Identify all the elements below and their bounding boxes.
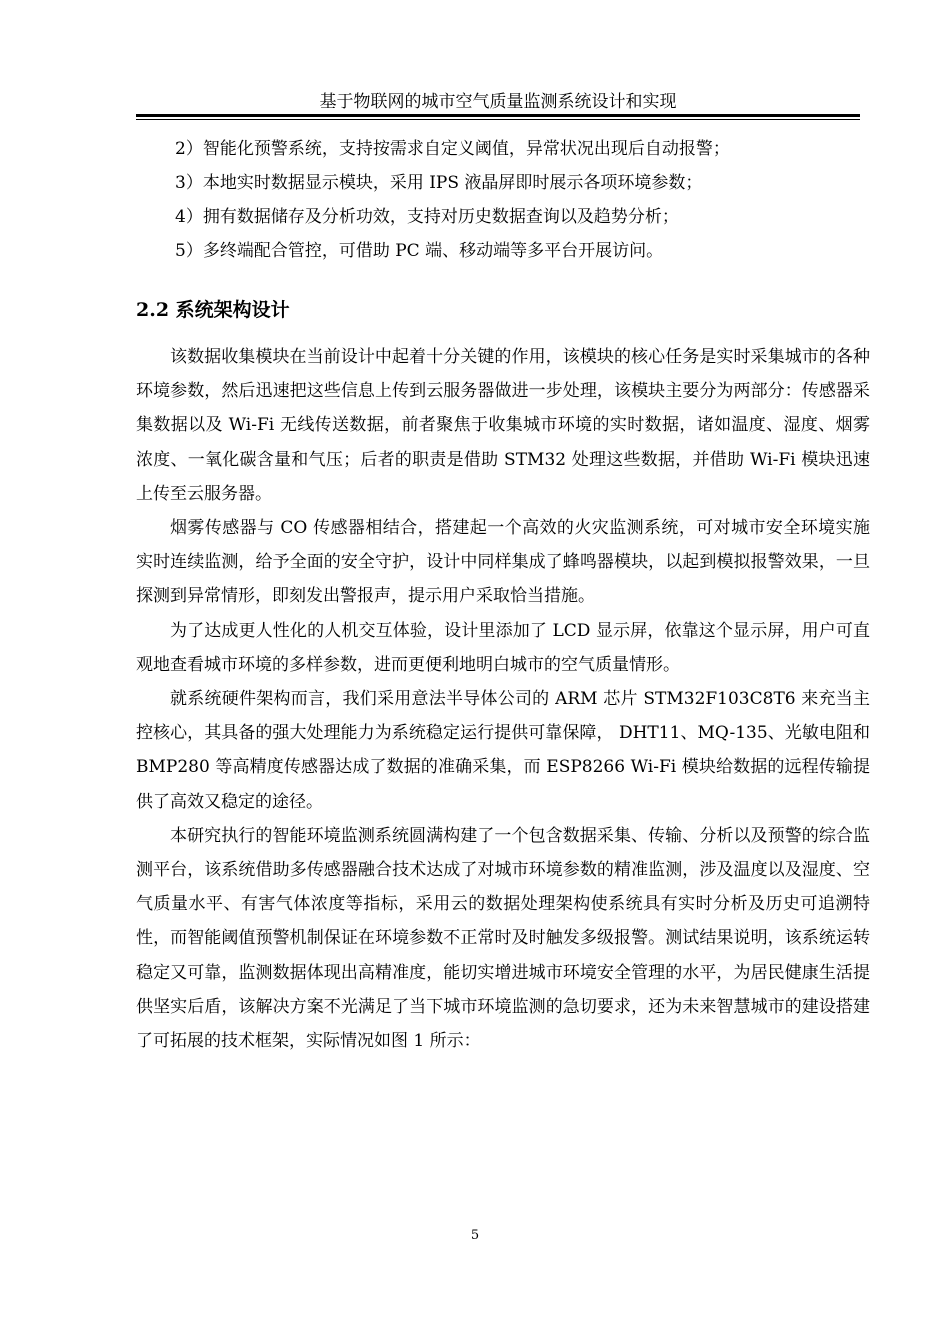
list-item: 4）拥有数据储存及分析功效，支持对历史数据查询以及趋势分析；	[175, 207, 679, 227]
paragraph: 该数据收集模块在当前设计中起着十分关键的作用，该模块的核心任务是实时采集城市的各种环境参数，然后迅速把这些信息上传到云服务器做进一步处理，该模块主要分为两部分：传感器采集数据以及 Wi-Fi 无线传送数据，前者聚焦于收集城市环境的实时数据，诸如温度、湿度、烟雾浓度、一氧化碳含量和气压；后者的职责是借助 STM32 处理这些数据，并借助 Wi-Fi 模块迅速上传至云服务器。	[136, 347, 870, 504]
running-header-title: 基于物联网的城市空气质量监测系统设计和实现	[319, 92, 677, 112]
header-rule-thick	[136, 114, 860, 117]
list-item: 2）智能化预警系统，支持按需求自定义阈值，异常状况出现后自动报警；	[175, 139, 730, 159]
list-item: 3）本地实时数据显示模块，采用 IPS 液晶屏即时展示各项环境参数；	[175, 173, 703, 193]
section-heading: 2.2 系统架构设计	[136, 299, 290, 321]
section-body	[136, 340, 870, 1058]
header-rule-thin	[136, 119, 860, 120]
paragraph: 本研究执行的智能环境监测系统圆满构建了一个包含数据采集、传输、分析以及预警的综合监测平台，该系统借助多传感器融合技术达成了对城市环境参数的精准监测，涉及温度以及湿度、空气质量水平、有害气体浓度等指标，采用云的数据处理架构使系统具有实时分析及历史可追溯特性，而智能阈值预警机制保证在环境参数不正常时及时触发多级报警。测试结果说明，该系统运转稳定又可靠，监测数据体现出高精准度，能切实增进城市环境安全管理的水平，为居民健康生活提供坚实后盾，该解决方案不光满足了当下城市环境监测的急切要求，还为未来智慧城市的建设搭建了可拓展的技术框架，实际情况如图 1 所示：	[136, 825, 870, 1052]
paragraph: 为了达成更人性化的人机交互体验，设计里添加了 LCD 显示屏，依靠这个显示屏，用户可直观地查看城市环境的多样参数，进而更便利地明白城市的空气质量情形。	[136, 620, 870, 675]
paragraph: 烟雾传感器与 CO 传感器相结合，搭建起一个高效的火灾监测系统，可对城市安全环境实施实时连续监测，给予全面的安全守护，设计中同样集成了蜂鸣器模块，以起到模拟报警效果，一旦探测到异常情形，即刻发出警报声，提示用户采取恰当措施。	[136, 518, 870, 607]
page-number: 5	[470, 1228, 480, 1243]
list-item: 5）多终端配合管控，可借助 PC 端、移动端等多平台开展访问。	[175, 241, 664, 261]
paragraph: 就系统硬件架构而言，我们采用意法半导体公司的 ARM 芯片 STM32F103C8T6 来充当主控核心，其具备的强大处理能力为系统稳定运行提供可靠保障， DHT11、MQ-135、光敏电阻和 BMP280 等高精度传感器达成了数据的准确采集，而 ESP8266 Wi-Fi 模块给数据的远程传输提供了高效又稳定的途径。	[136, 689, 870, 812]
feature-list	[175, 136, 865, 272]
